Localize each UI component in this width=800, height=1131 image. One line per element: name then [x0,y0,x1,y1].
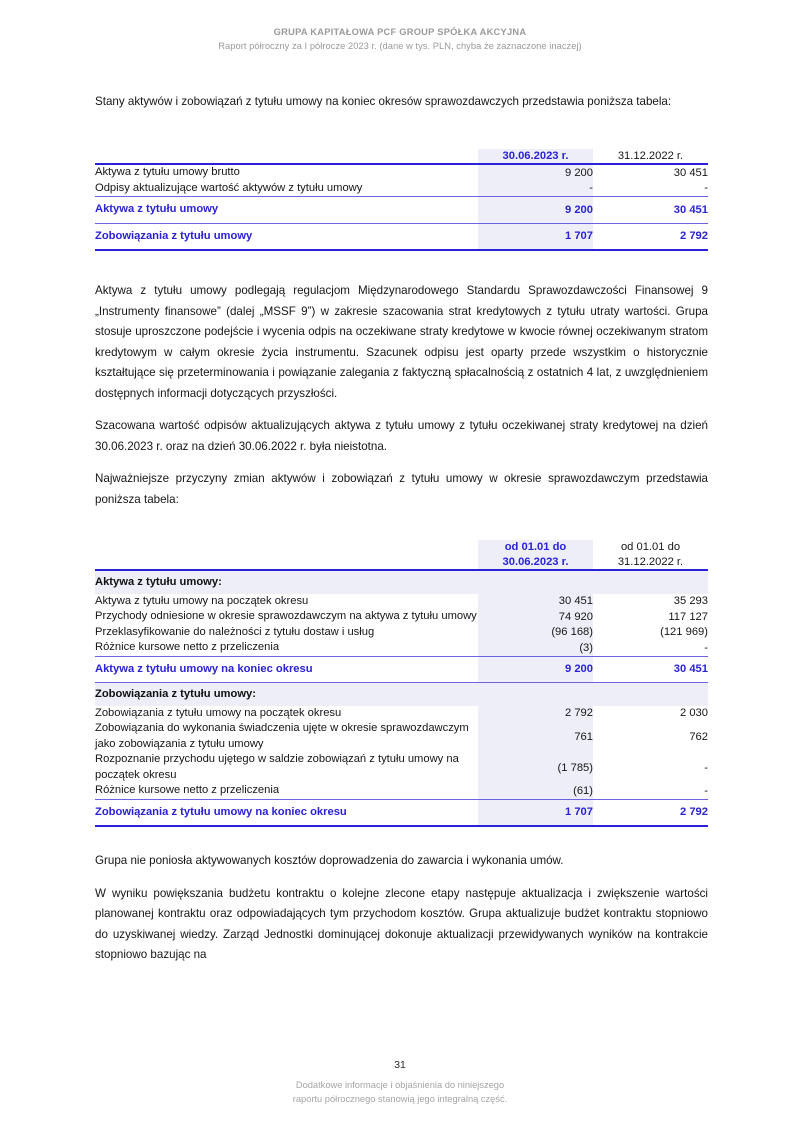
table1-header-previous: 31.12.2022 r. [593,149,708,165]
row-label: Różnice kursowe netto z przeliczenia [95,784,280,796]
table-row-total [95,656,708,683]
row-label: Zobowiązania z tytułu umowy [95,223,478,250]
table-row [95,164,708,181]
row-value-previous: 30 451 [593,656,708,683]
table2-header-previous [593,540,708,570]
header-report-subtitle: Raport półroczny za I półrocze 2023 r. (dane w tys. PLN, chyba że zaznaczone inaczej) [218,41,582,51]
page-footer [0,1058,800,1106]
row-label: Przeklasyfikowanie do należności z tytułu dostaw i usług [95,625,375,638]
table-section-header [95,683,708,706]
row-value-current: 1 707 [478,799,593,826]
row-value-current: 1 707 [478,223,593,250]
row-value-previous: 2 030 [680,707,708,720]
table-row [95,721,708,752]
row-value-previous: - [704,761,708,774]
page-content [95,92,708,966]
row-value-current: - [478,181,593,197]
table2-header-row [95,540,708,570]
row-value-previous: 35 293 [673,595,708,608]
row-value-current: 9 200 [478,656,593,683]
table-row [95,609,708,625]
table1-header-label [95,149,478,165]
table-row [95,640,708,656]
table2-header-current-line2: 30.06.2023 r. [502,555,569,568]
paragraph-koszty: Grupa nie poniosła aktywowanych kosztów doprowadzenia do zawarcia i wykonania umów. [95,854,564,867]
footer-note-line1: Dodatkowe informacje i objaśnienia do niniejszego [295,1080,505,1090]
row-value-previous: (121 969) [660,626,708,639]
header-company-name: GRUPA KAPITAŁOWA PCF GROUP SPÓŁKA AKCYJNA [273,27,527,37]
table-row-total [95,197,708,224]
table2-header-label [95,540,478,570]
row-value-previous: 2 792 [593,799,708,826]
table-row [95,752,708,783]
table-contract-movements [95,540,708,827]
row-value-previous: 117 127 [668,610,708,623]
table-row [95,706,708,722]
row-value-current: 30 451 [478,594,593,610]
row-label: Aktywa z tytułu umowy na koniec okresu [95,656,478,683]
row-value-previous: - [704,182,708,195]
row-value-current: 74 920 [478,609,593,625]
row-value-previous: 2 792 [593,223,708,250]
row-label: Przychody odniesione w okresie sprawozdawczym na aktywa z tytułu umowy [95,610,477,622]
footer-note-line2: raportu półrocznego stanowią jego integralną część. [292,1093,508,1104]
table-row [95,783,708,799]
row-label: Zobowiązania do wykonania świadczenia ujęte w okresie sprawozdawczym jako zobowiązania z tytułu umowy [95,722,469,750]
paragraph-budzet: W wyniku powiększania budżetu kontraktu o kolejne zlecone etapy następuje aktualizacja i zwiększenie wartości planowanej kontraktu oraz odpowiadających tym przychodom kosztów. Grupa aktualizuje budżet kontraktu stopniowo do uzyskiwanej wiedzy. Zarząd Jednostki dominującej dokonuje aktualizacji przewidywanych wyników na kontrakcie stopniowo bazując na [95,886,708,961]
row-value-previous [593,570,708,594]
table2-header-current [478,540,593,570]
table2-header-previous-line1: od 01.01 do [620,541,681,553]
table-contract-balances [95,149,708,252]
footer-note [0,1079,800,1106]
table-row [95,625,708,641]
row-label: Rozpoznanie przychodu ujętego w saldzie zobowiązań z tytułu umowy na początek okresu [95,753,459,781]
row-label: Aktywa z tytułu umowy na początek okresu [95,594,309,607]
row-value-current: 2 792 [478,706,593,722]
table1-header-current: 30.06.2023 r. [478,149,593,165]
row-value-current: 761 [478,721,593,752]
row-value-current [478,683,593,706]
row-value-current: (3) [478,640,593,656]
paragraph-zmiany: Najważniejsze przyczyny zmian aktywów i zobowiązań z tytułu umowy w okresie sprawozdawczym przedstawia poniższa tabela: [95,472,708,506]
row-label: Zobowiązania z tytułu umowy: [95,683,478,706]
row-label: Zobowiązania z tytułu umowy na początek okresu [95,706,342,719]
row-value-previous: - [704,641,708,654]
row-label: Różnice kursowe netto z przeliczenia [95,641,280,653]
paragraph-odpisy: Szacowana wartość odpisów aktualizujących aktywa z tytułu umowy z tytułu oczekiwanej straty kredytowej na dzień 30.06.2023 r. oraz na dzień 30.06.2022 r. była nieistotna. [95,419,708,453]
row-value-previous [593,683,708,706]
row-value-current: 9 200 [478,197,593,224]
table-row [95,594,708,610]
table2-header-previous-line2: 31.12.2022 r. [617,555,684,568]
row-value-current: 9 200 [478,164,593,181]
row-label: Aktywa z tytułu umowy [95,197,478,224]
table-row-total [95,799,708,826]
table-row-total [95,223,708,250]
row-value-current: (61) [478,783,593,799]
row-label: Odpisy aktualizujące wartość aktywów z tytułu umowy [95,181,363,194]
row-value-previous: - [704,784,708,797]
row-label: Zobowiązania z tytułu umowy na koniec okresu [95,799,478,826]
row-value-previous: 30 451 [593,197,708,224]
row-label: Aktywa z tytułu umowy: [95,570,478,594]
row-value-previous: 762 [689,730,708,743]
running-header [0,26,800,53]
row-label: Aktywa z tytułu umowy brutto [95,166,240,178]
row-value-current [478,570,593,594]
table-row [95,181,708,197]
paragraph-intro: Stany aktywów i zobowiązań z tytułu umowy na koniec okresów sprawozdawczych przedstawia poniższa tabela: [95,95,672,108]
table2-header-current-line1: od 01.01 do [504,541,567,553]
paragraph-mssf9: Aktywa z tytułu umowy podlegają regulacjom Międzynarodowego Standardu Sprawozdawczości Finansowej 9 „Instrumenty finansowe” (dalej „MSSF 9”) w zakresie szacowania strat kredytowych z tytułu utraty wartości. Grupa stosuje uproszczone podejście i wycenia odpis na oczekiwane straty kredytowe w kwocie równej oczekiwanym stratom kredytowym w całym okresie życia instrumentu. Szacunek odpisu jest oparty przede wszystkim o historycznie kształtujące się przeterminowania i powiązanie zalegania z faktyczną spłacalnością z ostatnich 4 lat, z uwzględnieniem dostępnych informacji dotyczących przyszłości. [95,284,708,400]
row-value-current: (96 168) [478,625,593,641]
table-section-header [95,570,708,594]
table1-header-row [95,149,708,165]
row-value-current: (1 785) [478,752,593,783]
page-number: 31 [394,1060,406,1071]
row-value-previous: 30 451 [673,166,708,179]
